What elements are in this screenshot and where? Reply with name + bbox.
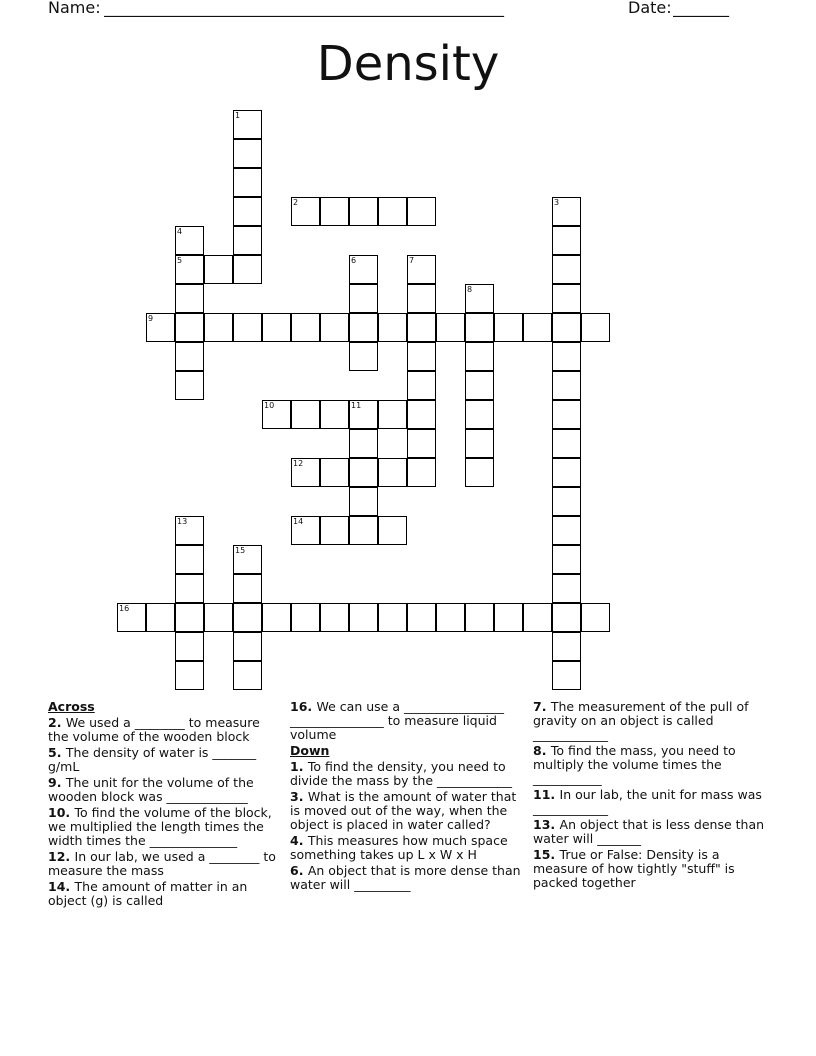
grid-cell[interactable]: [552, 574, 581, 603]
grid-cell[interactable]: [349, 487, 378, 516]
cell-number: 15: [235, 546, 246, 555]
grid-cell[interactable]: [436, 603, 465, 632]
grid-cell[interactable]: [407, 197, 436, 226]
grid-cell[interactable]: [175, 545, 204, 574]
grid-cell[interactable]: [146, 313, 175, 342]
clue-text: To find the mass, you need to multiply the volume times the ___________: [533, 743, 736, 786]
clue-text: This measures how much space something takes up L x W x H: [290, 833, 508, 862]
grid-cell[interactable]: [465, 342, 494, 371]
grid-cell[interactable]: [349, 342, 378, 371]
grid-cell[interactable]: [349, 516, 378, 545]
clue-text: The measurement of the pull of gravity on an object is called ____________: [533, 699, 749, 742]
grid-cell[interactable]: [262, 603, 291, 632]
grid-cell[interactable]: [465, 313, 494, 342]
clue-column-1: [48, 700, 280, 910]
cell-number: 4: [177, 227, 183, 236]
grid-cell[interactable]: [233, 197, 262, 226]
grid-cell[interactable]: [349, 284, 378, 313]
clue-text: An object that is more dense than water will _________: [290, 863, 521, 892]
grid-cell[interactable]: [407, 458, 436, 487]
cell-number: 11: [351, 401, 362, 410]
clue-text: In our lab, the unit for mass was ____________: [533, 787, 762, 816]
clue-text: The unit for the volume of the wooden block was _____________: [48, 775, 254, 804]
clue-text: True or False: Density is a measure of how tightly "stuff" is packed together: [533, 847, 735, 890]
grid-cell[interactable]: [523, 603, 552, 632]
grid-cell[interactable]: [552, 545, 581, 574]
grid-cell[interactable]: [494, 603, 523, 632]
grid-cell[interactable]: [378, 313, 407, 342]
clue-number: 3 .: [290, 789, 308, 804]
grid-cell[interactable]: [407, 342, 436, 371]
grid-cell[interactable]: [233, 632, 262, 661]
clue-across-2: [48, 716, 280, 744]
grid-cell[interactable]: [349, 255, 378, 284]
grid-cell[interactable]: [552, 284, 581, 313]
grid-cell[interactable]: [291, 197, 320, 226]
grid-cell[interactable]: [320, 400, 349, 429]
grid-cell[interactable]: [233, 603, 262, 632]
name-field[interactable]: __________________________________________________: [104, 0, 504, 17]
grid-cell[interactable]: [175, 342, 204, 371]
grid-cell[interactable]: [175, 371, 204, 400]
clue-down-13: [533, 818, 773, 846]
grid-cell[interactable]: [233, 661, 262, 690]
grid-cell[interactable]: [465, 371, 494, 400]
grid-cell[interactable]: [494, 313, 523, 342]
grid-cell[interactable]: [552, 603, 581, 632]
grid-cell[interactable]: [175, 284, 204, 313]
grid-cell[interactable]: [378, 516, 407, 545]
grid-cell[interactable]: [436, 313, 465, 342]
grid-cell[interactable]: [465, 429, 494, 458]
grid-cell[interactable]: [233, 574, 262, 603]
clue-down-4: [290, 834, 526, 862]
grid-cell[interactable]: [552, 661, 581, 690]
clue-across-9: [48, 776, 280, 804]
clue-across-16: [290, 700, 526, 742]
across-heading: Across: [48, 699, 95, 714]
grid-cell[interactable]: [291, 400, 320, 429]
grid-cell[interactable]: [465, 400, 494, 429]
grid-cell[interactable]: [320, 458, 349, 487]
grid-cell[interactable]: [378, 400, 407, 429]
grid-cell[interactable]: [320, 313, 349, 342]
clue-column-3: [533, 700, 773, 892]
clue-number: 13 .: [533, 817, 560, 832]
grid-cell[interactable]: [552, 371, 581, 400]
grid-cell[interactable]: [233, 110, 262, 139]
cell-number: 13: [177, 517, 188, 526]
grid-cell[interactable]: [146, 603, 175, 632]
clue-number: 8 .: [533, 743, 551, 758]
grid-cell[interactable]: [349, 603, 378, 632]
grid-cell[interactable]: [204, 255, 233, 284]
grid-cell[interactable]: [552, 458, 581, 487]
cell-number: 8: [467, 285, 473, 294]
cell-number: 16: [119, 604, 130, 613]
grid-cell[interactable]: [291, 603, 320, 632]
grid-cell[interactable]: [291, 516, 320, 545]
grid-cell[interactable]: [175, 632, 204, 661]
date-field[interactable]: _______: [673, 0, 729, 17]
grid-cell[interactable]: [233, 255, 262, 284]
clue-number: 14 .: [48, 879, 75, 894]
grid-cell[interactable]: [552, 400, 581, 429]
clue-text: We can use a ________________ _______________ to measure liquid volume: [290, 699, 504, 742]
clue-number: 15 .: [533, 847, 560, 862]
grid-cell[interactable]: [465, 458, 494, 487]
clue-text: The density of water is _______ g/mL: [48, 745, 257, 774]
clue-number: 1 .: [290, 759, 308, 774]
grid-cell[interactable]: [552, 516, 581, 545]
grid-cell[interactable]: [233, 313, 262, 342]
clue-down-3: [290, 790, 526, 832]
clue-text: We used a ________ to measure the volume of the wooden block: [48, 715, 260, 744]
clue-down-8: [533, 744, 773, 786]
clue-down-7: [533, 700, 773, 742]
clue-text: To find the volume of the block, we multiplied the length times the width times the ______________: [48, 805, 272, 848]
grid-cell[interactable]: [407, 313, 436, 342]
clue-across-5: [48, 746, 280, 774]
grid-cell[interactable]: [175, 226, 204, 255]
date-label: Date:: [628, 0, 672, 17]
grid-cell[interactable]: [320, 603, 349, 632]
cell-number: 7: [409, 256, 415, 265]
grid-cell[interactable]: [581, 313, 610, 342]
clue-number: 4 .: [290, 833, 308, 848]
grid-cell[interactable]: [349, 197, 378, 226]
grid-cell[interactable]: [552, 313, 581, 342]
grid-cell[interactable]: [523, 313, 552, 342]
cell-number: 12: [293, 459, 304, 468]
grid-cell[interactable]: [320, 197, 349, 226]
grid-cell[interactable]: [175, 516, 204, 545]
clue-text: The amount of matter in an object (g) is called: [48, 879, 248, 908]
cell-number: 9: [148, 314, 154, 323]
grid-cell[interactable]: [581, 603, 610, 632]
clue-number: 6 .: [290, 863, 308, 878]
clue-number: 12 .: [48, 849, 75, 864]
grid-cell[interactable]: [233, 168, 262, 197]
clue-number: 7 .: [533, 699, 551, 714]
grid-cell[interactable]: [552, 342, 581, 371]
grid-cell[interactable]: [378, 603, 407, 632]
grid-cell[interactable]: [175, 574, 204, 603]
grid-cell[interactable]: [552, 632, 581, 661]
cell-number: 3: [554, 198, 560, 207]
clue-down-6: [290, 864, 526, 892]
grid-cell[interactable]: [233, 545, 262, 574]
grid-cell[interactable]: [465, 284, 494, 313]
grid-cell[interactable]: [407, 400, 436, 429]
grid-cell[interactable]: [465, 603, 494, 632]
grid-cell[interactable]: [349, 313, 378, 342]
grid-cell[interactable]: [204, 603, 233, 632]
cell-number: 10: [264, 401, 275, 410]
grid-cell[interactable]: [552, 197, 581, 226]
grid-cell[interactable]: [552, 487, 581, 516]
clue-across-10: [48, 806, 280, 848]
grid-cell[interactable]: [233, 139, 262, 168]
clue-number: 9 .: [48, 775, 66, 790]
grid-cell[interactable]: [291, 313, 320, 342]
grid-cell[interactable]: [407, 371, 436, 400]
clue-number: 11 .: [533, 787, 560, 802]
grid-cell[interactable]: [378, 197, 407, 226]
grid-cell[interactable]: [204, 313, 233, 342]
clue-text: What is the amount of water that is moved out of the way, when the object is placed in water called?: [290, 789, 517, 832]
clue-number: 16 .: [290, 699, 317, 714]
clue-text: An object that is less dense than water will _______: [533, 817, 765, 846]
grid-cell[interactable]: [175, 603, 204, 632]
clue-across-14: [48, 880, 280, 908]
name-label: Name:: [48, 0, 101, 17]
grid-cell[interactable]: [349, 458, 378, 487]
grid-cell[interactable]: [407, 284, 436, 313]
grid-cell[interactable]: [233, 226, 262, 255]
clue-column-2: [290, 700, 526, 894]
cell-number: 1: [235, 111, 241, 120]
cell-number: 6: [351, 256, 357, 265]
clue-across-12: [48, 850, 280, 878]
clue-number: 2 .: [48, 715, 66, 730]
grid-cell[interactable]: [552, 255, 581, 284]
clue-text: In our lab, we used a ________ to measure the mass: [48, 849, 276, 878]
clue-down-15: [533, 848, 773, 890]
grid-cell[interactable]: [175, 255, 204, 284]
clue-number: 5 .: [48, 745, 66, 760]
cell-number: 2: [293, 198, 299, 207]
grid-cell[interactable]: [175, 661, 204, 690]
grid-cell[interactable]: [349, 400, 378, 429]
grid-cell[interactable]: [407, 429, 436, 458]
grid-cell[interactable]: [262, 400, 291, 429]
puzzle-title: Density: [316, 36, 500, 92]
grid-cell[interactable]: [407, 255, 436, 284]
clue-down-11: [533, 788, 773, 816]
clue-text: To find the density, you need to divide the mass by the ____________: [290, 759, 512, 788]
grid-cell[interactable]: [349, 429, 378, 458]
clue-down-1: [290, 760, 526, 788]
grid-cell[interactable]: [262, 313, 291, 342]
down-heading: Down: [290, 743, 330, 758]
grid-cell[interactable]: [175, 313, 204, 342]
grid-cell[interactable]: [552, 429, 581, 458]
grid-cell[interactable]: [378, 458, 407, 487]
grid-cell[interactable]: [320, 516, 349, 545]
grid-cell[interactable]: [117, 603, 146, 632]
cell-number: 5: [177, 256, 183, 265]
grid-cell[interactable]: [552, 226, 581, 255]
clue-number: 10 .: [48, 805, 75, 820]
grid-cell[interactable]: [407, 603, 436, 632]
cell-number: 14: [293, 517, 304, 526]
grid-cell[interactable]: [291, 458, 320, 487]
